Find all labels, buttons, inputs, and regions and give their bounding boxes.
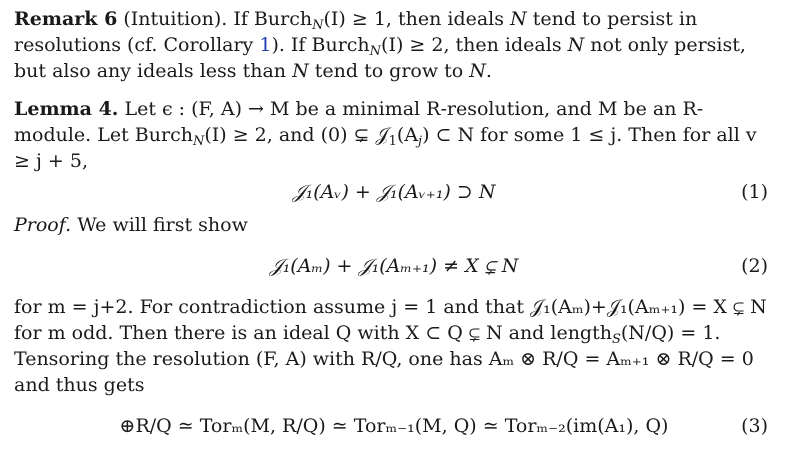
remark-text: tend to persist in resolutions (cf. Corollary	[14, 8, 698, 56]
lemma-line1: Let ϵ : (F, A) → M be a minimal R-resolution, and M be an	[124, 98, 677, 120]
math-var: N	[510, 8, 527, 30]
math-var: N	[292, 60, 309, 82]
proof-intro-text: We will first show	[77, 214, 248, 236]
equation-1-body: 𝒥₁(Aᵥ) + 𝒥₁(Aᵥ₊₁) ⊃ N	[292, 181, 496, 203]
lemma-line2c: (A	[396, 124, 419, 146]
proof-line3: 1. Tensoring the resolution (F, A) with R/Q, one has Aₘ ⊗ R/Q = Aₘ₊₁ ⊗	[14, 322, 721, 370]
remark-label: Remark 6	[14, 8, 118, 30]
proof-line4: R/Q = 0 and thus gets	[14, 348, 754, 396]
equation-3-number: (3)	[741, 415, 768, 437]
subscript: N	[312, 18, 324, 33]
math-var: N	[469, 60, 486, 82]
equation-2-body: 𝒥₁(Aₘ) + 𝒥₁(Aₘ₊₁) ≠ X ⊊ N	[269, 255, 519, 277]
remark-text: If Burch	[233, 8, 313, 30]
proof-label: Proof.	[14, 214, 72, 236]
equation-1	[14, 174, 774, 210]
remark-text: .	[485, 60, 492, 82]
paper-page	[14, 6, 774, 444]
proof-line1: for m = j+2. For contradiction assume j = 1 and that 𝒥₁(Aₘ)+𝒥₁(Aₘ₊₁) =	[14, 296, 708, 318]
remark-paragraph	[14, 6, 774, 84]
equation-2	[14, 248, 774, 284]
remark-text: tend to grow to	[314, 60, 464, 82]
subscript: N	[192, 134, 205, 149]
lemma-line2: R-module. Let Burch	[14, 98, 704, 146]
equation-1-number: (1)	[741, 181, 768, 203]
remark-text: (I) ≥ 1, then ideals	[323, 8, 505, 30]
lemma-label: Lemma 4.	[14, 98, 119, 120]
subscript: N	[369, 44, 382, 59]
equation-3-body: ⊕R/Q ≃ Torₘ(M, R/Q) ≃ Torₘ₋₁(M, Q) ≃ Torₘ₋₂(im(A₁), Q)	[119, 415, 669, 437]
proof-intro	[14, 212, 774, 238]
remark-text: (I) ≥ 2, then ideals	[381, 34, 562, 56]
proof-paragraph: for m = j+2. For contradiction assume j = 1 and that 𝒥₁(Aₘ)+𝒥₁(Aₘ₊₁) = X ⊊ N for m odd. Then there is an ideal Q with X ⊂ Q ⊊ N and length$_S$(N/Q) = 1. Tensoring the resolution (F, A) with R/Q, one has Aₘ ⊗ R/Q = Aₘ₊₁ ⊗ R/Q = 0 and thus gets	[14, 296, 767, 396]
lemma-line2b: (I) ≥ 2, and (0) ⊊ 𝒥	[204, 124, 389, 146]
proof-line2b: (N/Q) =	[620, 322, 697, 344]
remark-tag: (Intuition).	[123, 8, 228, 30]
equation-2-number: (2)	[741, 255, 768, 277]
math-var: N	[567, 34, 585, 56]
lemma-line2d: ) ⊂ N for some 1 ≤ j. Then	[422, 124, 677, 146]
remark-text: not only persist, but also any ideals less than	[14, 34, 746, 82]
equation-3	[14, 408, 774, 444]
corollary-link[interactable]: 1	[259, 34, 272, 56]
remark-text: ). If Burch	[271, 34, 370, 56]
proof-line2: X ⊊ N for m odd. Then there is an ideal Q with X ⊂ Q ⊊ N and length	[14, 296, 767, 344]
lemma-line3: for all v ≥ j + 5,	[14, 124, 757, 172]
lemma-paragraph: Lemma 4. Let ϵ : (F, A) → M be a minimal R-resolution, and M be an R-module. Let Burch$_N$(I) ≥ 2, and (0) ⊊ $𝒥_1(A_j)$ ⊂ N for some 1 ≤ j. Then for all v ≥ j + 5,	[14, 98, 757, 172]
